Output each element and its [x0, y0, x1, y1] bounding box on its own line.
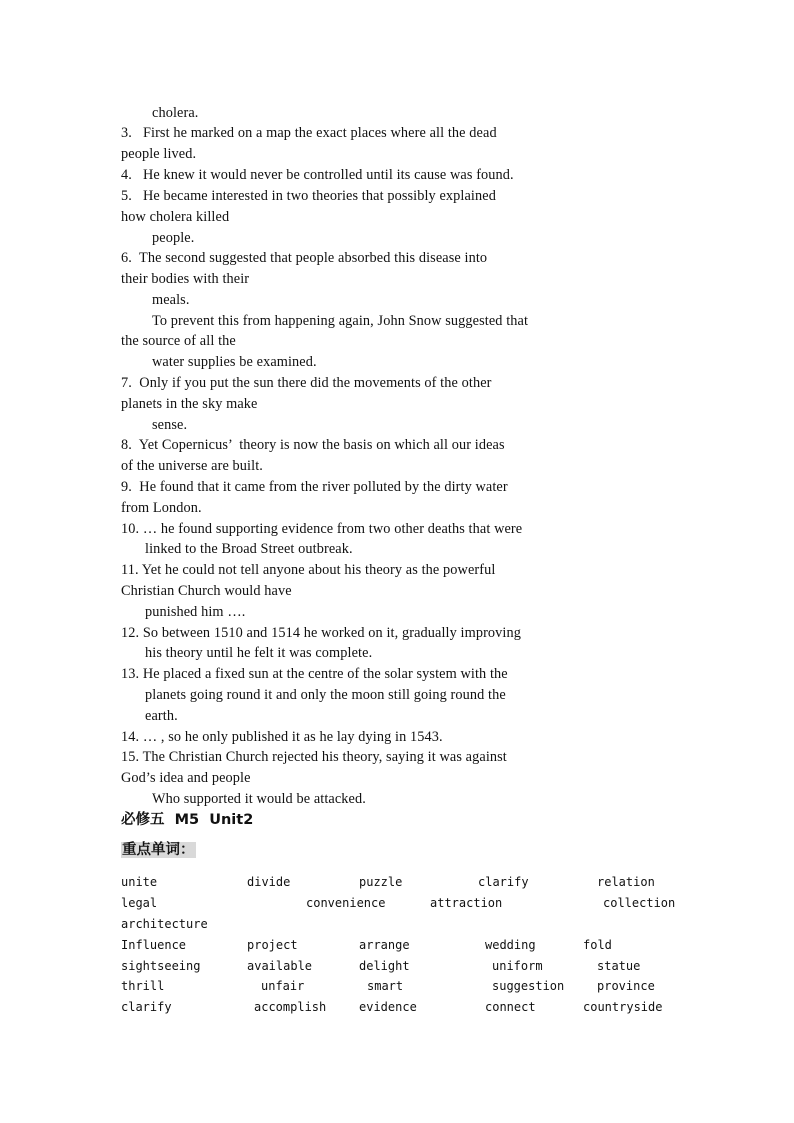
vocab-word: unfair [261, 979, 305, 993]
vocab-word: sightseeing [121, 959, 201, 973]
vocab-word: clarify [478, 875, 529, 889]
vocab-row [0, 872, 794, 892]
text-line: To prevent this from happening again, John Snow suggested that [152, 313, 529, 329]
vocab-row [0, 976, 794, 996]
vocab-word: Influence [121, 938, 187, 952]
text-line: 3. First he marked on a map the exact places where all the dead [121, 125, 497, 141]
text-line: Christian Church would have [121, 583, 292, 599]
text-line: from London. [121, 500, 202, 516]
vocab-word: wedding [485, 938, 536, 952]
text-line: God’s idea and people [121, 770, 251, 786]
text-line: people. [152, 230, 195, 246]
text-line: sense. [152, 417, 188, 433]
vocab-word: suggestion [492, 979, 565, 993]
text-line: punished him …. [145, 604, 246, 620]
text-line: 10. … he found supporting evidence from two other deaths that were [121, 521, 523, 537]
text-line: linked to the Broad Street outbreak. [145, 541, 353, 557]
vocab-word: smart [367, 979, 404, 993]
vocab-row [0, 935, 794, 955]
text-line: 11. Yet he could not tell anyone about his theory as the powerful [121, 562, 496, 578]
vocab-row [0, 893, 794, 913]
text-line: water supplies be examined. [152, 354, 317, 370]
text-line: how cholera killed [121, 209, 230, 225]
vocab-heading [121, 840, 196, 860]
vocab-word: arrange [359, 938, 410, 952]
vocab-row [0, 997, 794, 1017]
text-line: people lived. [121, 146, 197, 162]
vocab-word: available [247, 959, 313, 973]
text-line: their bodies with their [121, 271, 250, 287]
vocab-word: clarify [121, 1000, 172, 1014]
text-line: 13. He placed a fixed sun at the centre of the solar system with the [121, 666, 508, 682]
text-line: earth. [145, 708, 178, 724]
text-line: planets in the sky make [121, 396, 258, 412]
text-line: 7. Only if you put the sun there did the movements of the other [121, 375, 492, 391]
vocab-word: statue [597, 959, 641, 973]
text-line: cholera. [152, 105, 199, 121]
vocab-word: connect [485, 1000, 536, 1014]
vocab-word: unite [121, 875, 158, 889]
text-line: 12. So between 1510 and 1514 he worked on it, gradually improving [121, 625, 521, 641]
text-line: 4. He knew it would never be controlled until its cause was found. [121, 167, 514, 183]
vocab-word: relation [597, 875, 655, 889]
vocab-word: puzzle [359, 875, 403, 889]
vocab-row [0, 914, 794, 934]
vocab-word: evidence [359, 1000, 417, 1014]
text-line: 9. He found that it came from the river polluted by the dirty water [121, 479, 508, 495]
vocab-word: accomplish [254, 1000, 327, 1014]
text-line: 5. He became interested in two theories that possibly explained [121, 188, 496, 204]
text-line: 14. … , so he only published it as he lay dying in 1543. [121, 729, 443, 745]
vocab-word: uniform [492, 959, 543, 973]
text-line: 15. The Christian Church rejected his theory, saying it was against [121, 749, 507, 765]
text-line: the source of all the [121, 333, 236, 349]
vocab-word: architecture [121, 917, 208, 931]
vocab-word: divide [247, 875, 291, 889]
text-line: 8. Yet Copernicus’ theory is now the basis on which all our ideas [121, 437, 505, 453]
text-line: Who supported it would be attacked. [152, 791, 366, 807]
text-line: his theory until he felt it was complete. [145, 645, 373, 661]
vocab-heading-label: 重点单词： [122, 842, 195, 858]
vocab-word: fold [583, 938, 612, 952]
vocab-word: attraction [430, 896, 503, 910]
vocab-word: province [597, 979, 655, 993]
text-line: 6. The second suggested that people absorbed this disease into [121, 250, 488, 266]
vocab-word: legal [121, 896, 158, 910]
vocab-row [0, 956, 794, 976]
section-title: 必修五 M5 Unit2 [121, 812, 254, 828]
vocab-word: countryside [583, 1000, 663, 1014]
vocab-word: convenience [306, 896, 386, 910]
text-line: of the universe are built. [121, 458, 263, 474]
vocab-word: project [247, 938, 298, 952]
text-line: meals. [152, 292, 190, 308]
vocab-word: collection [603, 896, 676, 910]
text-line: planets going round it and only the moon still going round the [145, 687, 506, 703]
vocab-word: thrill [121, 979, 165, 993]
vocab-word: delight [359, 959, 410, 973]
